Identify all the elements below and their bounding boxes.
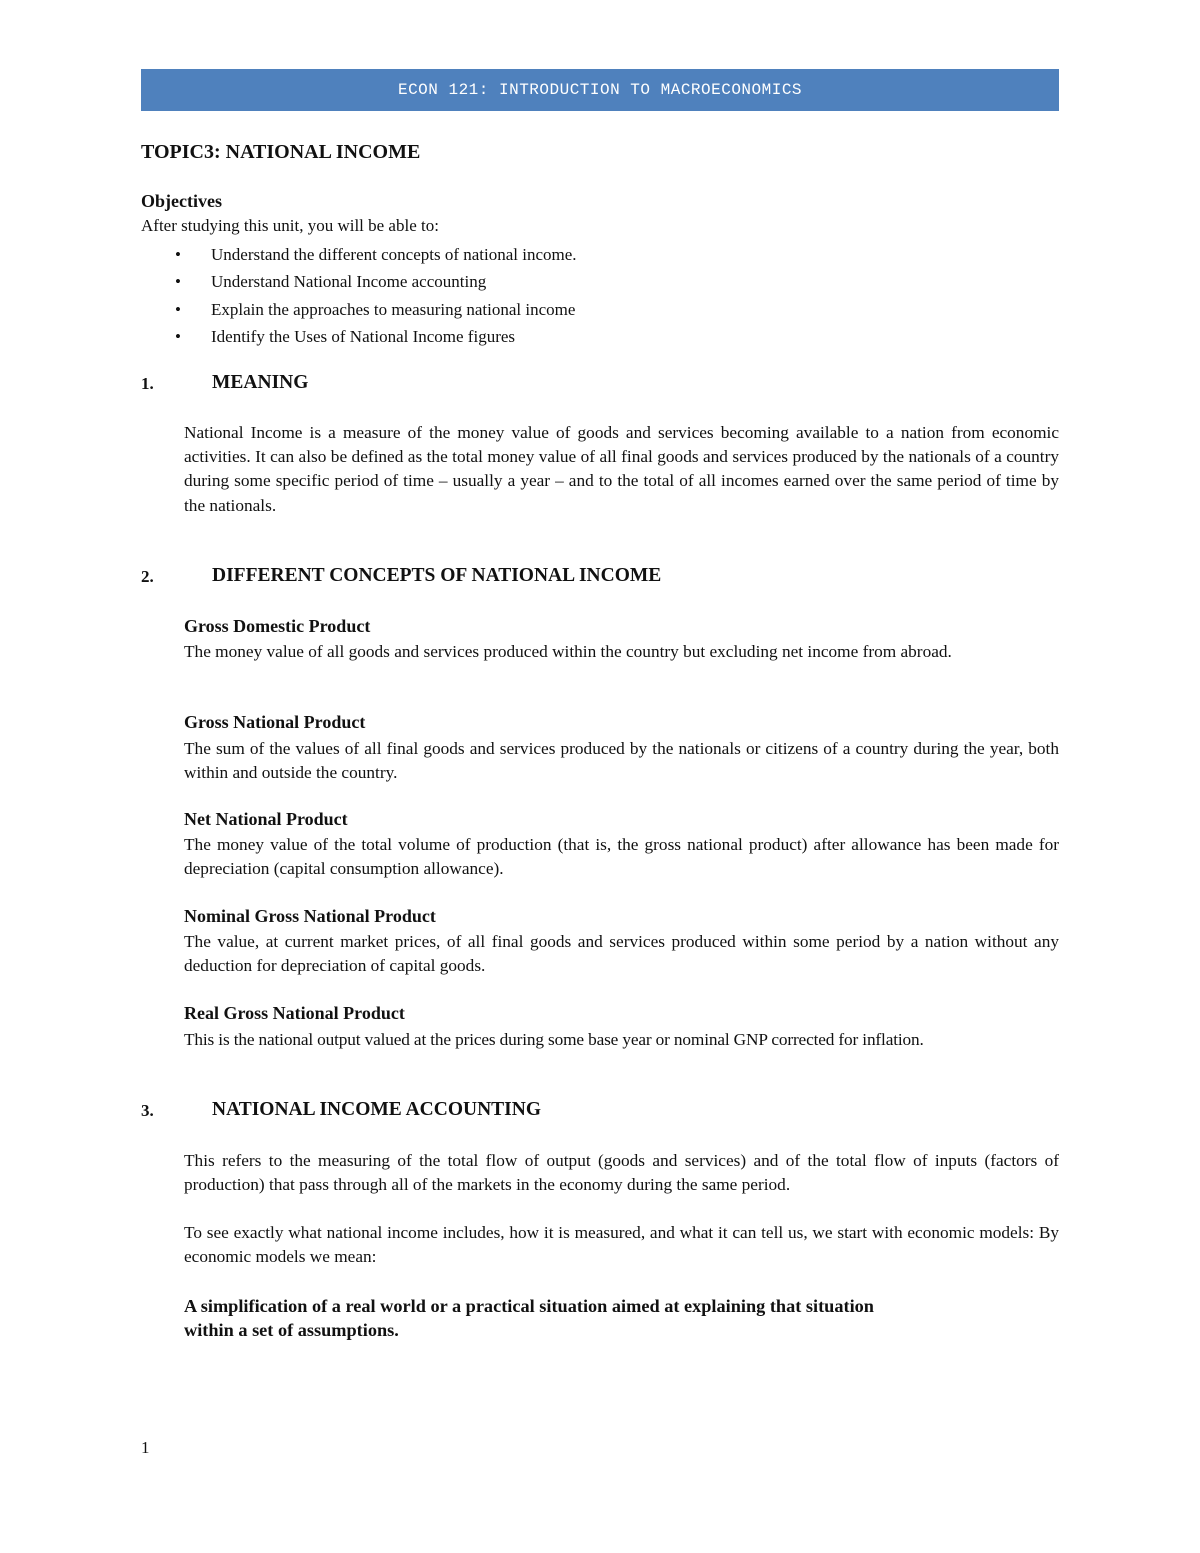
concept-heading-gdp: Gross Domestic Product — [184, 616, 371, 636]
section-2-number: 2. — [141, 567, 154, 586]
list-item: • Identify the Uses of National Income figures — [141, 323, 577, 350]
definition-line-1: A simplification of a real world or a practical situation aimed at explaining that situation — [184, 1296, 874, 1316]
bullet-icon: • — [175, 299, 181, 319]
concept-heading-real-gnp: Real Gross National Product — [184, 1003, 405, 1023]
section-1-title: MEANING — [212, 372, 309, 393]
section-3-paragraph-2: To see exactly what national income includes, how it is measured, and what it can tell us, we start with economic models: By economic models we mean: — [184, 1223, 1059, 1267]
section-3-number: 3. — [141, 1101, 154, 1120]
concept-text-nominal-gnp: The value, at current market prices, of all final goods and services produced within some period by a nation without any deduction for depreciation of capital goods. — [184, 932, 1059, 976]
list-item: • Understand National Income accounting — [141, 268, 577, 295]
concept-heading-nominal-gnp: Nominal Gross National Product — [184, 906, 436, 926]
page-number: 1 — [141, 1438, 150, 1457]
economic-model-definition — [184, 1294, 984, 1342]
objectives-list — [141, 241, 577, 350]
header-title: ECON 121: INTRODUCTION TO MACROECONOMICS — [397, 81, 803, 99]
section-3-title: NATIONAL INCOME ACCOUNTING — [212, 1099, 542, 1120]
list-item: • Understand the different concepts of national income. — [141, 241, 577, 268]
section-1-number: 1. — [141, 374, 154, 393]
bullet-icon: • — [175, 272, 181, 292]
concept-heading-nnp: Net National Product — [184, 809, 348, 829]
definition-line-2: within a set of assumptions. — [184, 1320, 399, 1341]
document-header-bar — [141, 69, 1059, 111]
concept-text-nnp: The money value of the total volume of production (that is, the gross national product) after allowance has been made for depreciation (capital consumption allowance). — [184, 835, 1059, 879]
topic-title: TOPIC3: NATIONAL INCOME — [141, 141, 421, 163]
section-3-paragraph-1: This refers to the measuring of the total flow of output (goods and services) and of the total flow of inputs (factors of production) that pass through all of the markets in the economy during the same period. — [184, 1151, 1059, 1195]
bullet-icon: • — [175, 326, 181, 346]
concept-text-gnp: The sum of the values of all final goods and services produced by the nationals or citizens of a country during the year, both within and outside the country. — [184, 739, 1059, 783]
section-1-paragraph: National Income is a measure of the money value of goods and services becoming available to a nation from economic activities. It can also be defined as the total money value of all final goods and services produced by the nationals of a country during some specific period of time – usually a year – and to the total of all incomes earned over the same period of time by the nationals. — [184, 423, 1059, 515]
list-item: • Explain the approaches to measuring national income — [141, 296, 577, 323]
concept-text-real-gnp: This is the national output valued at the prices during some base year or nominal GNP corrected for inflation. — [184, 1030, 924, 1049]
concept-text-gdp: The money value of all goods and services produced within the country but excluding net income from abroad. — [184, 642, 952, 661]
objectives-heading: Objectives — [141, 191, 222, 211]
concept-heading-gnp: Gross National Product — [184, 712, 366, 732]
section-2-title: DIFFERENT CONCEPTS OF NATIONAL INCOME — [212, 565, 662, 586]
bullet-icon: • — [175, 245, 181, 264]
objectives-intro: After studying this unit, you will be able to: — [141, 216, 439, 235]
